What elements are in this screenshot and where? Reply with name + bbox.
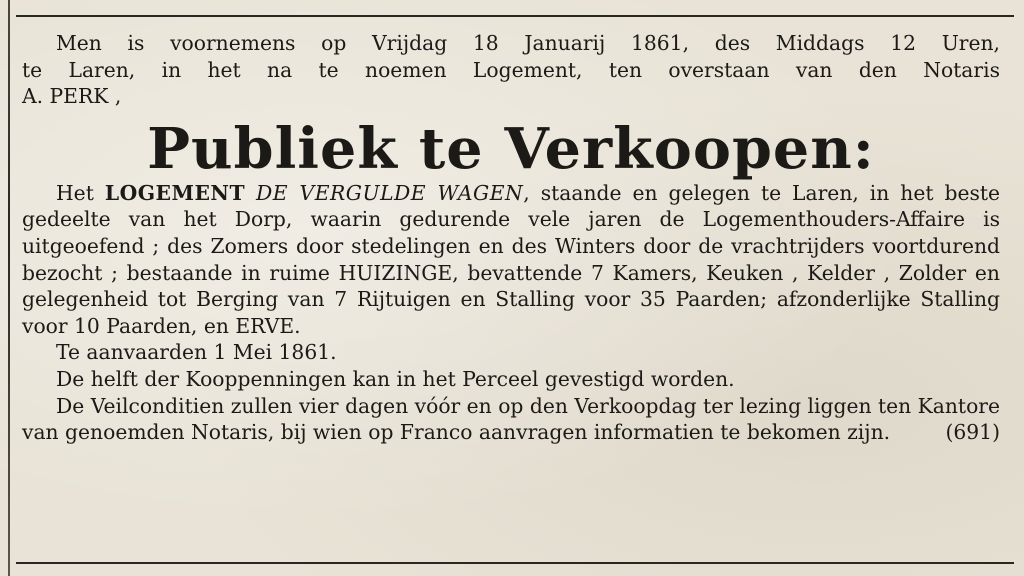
headline: Publiek te Verkoopen: bbox=[147, 115, 875, 182]
advertisement bbox=[22, 30, 1000, 446]
property-description bbox=[22, 180, 1000, 340]
body-lead: Het bbox=[56, 180, 94, 205]
intro-line-2: te Laren, in het na te noemen Logement, ten overstaan van den Notaris bbox=[22, 57, 1000, 82]
kooppenningen-line: De helft der Kooppenningen kan in het Perceel gevestigd worden. bbox=[56, 366, 735, 391]
intro-line-1: Men is voornemens op Vrijdag 18 Januarij 1861, des Middags 12 Uren, bbox=[56, 31, 1000, 55]
top-rule bbox=[16, 15, 1014, 17]
veilcondities-text: De Veilconditien zullen vier dagen vóór en op den Verkoopdag ter lezing liggen ten Kantore van genoemden Notaris, bij wien op Franco aanvragen informatien te bekomen zijn. bbox=[22, 393, 1000, 445]
intro-line-3: A. PERK , bbox=[22, 84, 122, 109]
inn-name: DE VERGULDE WAGEN bbox=[256, 180, 524, 205]
logement-word: LOGEMENT bbox=[104, 180, 246, 205]
bottom-rule bbox=[16, 562, 1014, 564]
body-rest: , staande en gelegen te Laren, in het beste gedeelte van het Dorp, waarin gedurende vele jaren de Logementhouders-Affaire is uitgeoefend ; des Zomers door stedelingen en des Winters door de vrachtrijders voortdurend bezocht ; bestaande in ruime HUIZINGE, bevattende 7 Kamers, Keuken , Kelder , Zolder en gelegenheid tot Berging van 7 Rijtuigen en Stalling voor 35 Paarden; afzonderlijke Stalling voor 10 Paarden, en ERVE. bbox=[22, 180, 1001, 338]
veilcondities-paragraph bbox=[22, 393, 1000, 446]
aanvaarding-line: Te aanvaarden 1 Mei 1861. bbox=[56, 340, 337, 365]
reference-number: (691) bbox=[945, 420, 1000, 445]
column-border bbox=[8, 0, 10, 576]
